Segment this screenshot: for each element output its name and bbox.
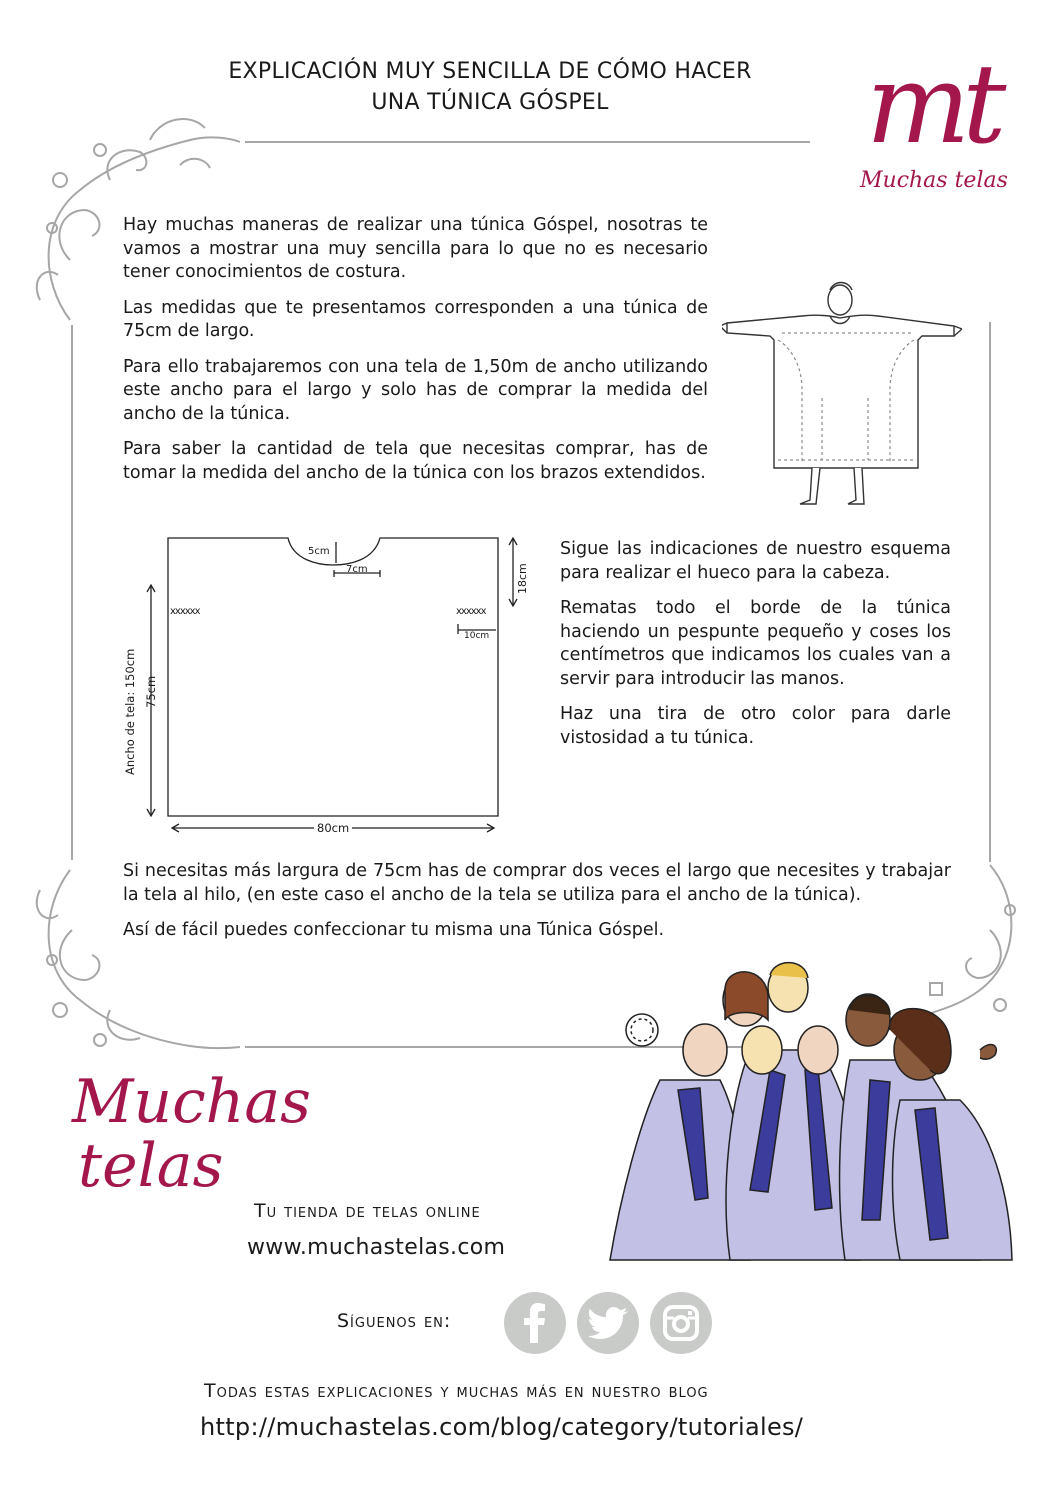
facebook-icon[interactable] [504,1292,566,1354]
intro-paragraph-3: Para ello trabajaremos con una tela de 1,50m de ancho utilizando este ancho para el largo y solo has de comprar la medida del ancho de la túnica. [123,356,708,424]
tunic-figure-illustration [722,278,962,510]
side-paragraph-3: Haz una tira de otro color para darle vistosidad a tu túnica. [560,704,951,748]
stitches-left: xxxxxx [170,606,200,617]
sleeve-offset-label: 10cm [464,631,490,641]
tagline: Tu tienda de telas online [254,1200,481,1222]
closing-text [123,860,951,955]
logo-name: Muchas telas [860,168,1008,193]
intro-text [123,214,708,497]
width-label: 80cm [314,821,352,835]
neck-depth-label: 5cm [308,546,330,557]
neck-width-label: 7cm [346,564,368,575]
pattern-diagram [118,530,548,840]
facebook-glyph [520,1303,550,1343]
footer-brand [72,1067,311,1201]
gospel-choir-illustration [600,960,1020,1280]
footer-brand-line-2: telas [78,1131,224,1201]
intro-paragraph-1: Hay muchas maneras de realizar una túnica Góspel, nosotras te vamos a mostrar una muy sencilla para lo que no es necesario tener conocimientos de costura. [123,215,708,282]
footer-brand-line-1: Muchas [72,1067,311,1137]
pattern-diagram-drawing [118,530,548,840]
side-paragraph-2: Rematas todo el borde de la túnica haciendo un pespunte pequeño y coses los centímetros que indicamos los cuales van a servir para introducir las manos. [560,598,951,689]
twitter-icon[interactable] [577,1292,639,1354]
blog-url-link[interactable]: http://muchastelas.com/blog/category/tutoriales/ [200,1413,804,1441]
website-link[interactable]: www.muchastelas.com [247,1235,506,1260]
closing-paragraph-2: Así de fácil puedes confeccionar tu misma una Túnica Góspel. [123,920,665,940]
length-label: 75cm [144,675,158,708]
title-line-2: UNA TÚNICA GÓSPEL [371,90,609,115]
side-paragraph-1: Sigue las indicaciones de nuestro esquema para realizar el hueco para la cabeza. [560,539,951,583]
closing-paragraph-1: Si necesitas más largura de 75cm has de comprar dos veces el largo que necesites y trabajar la tela al hilo, (en este caso el ancho de la tela se utiliza para el ancho de la túnica). [123,861,951,905]
instagram-glyph [663,1305,699,1341]
fabric-width-label: Ancho de tela: 150cm [123,648,137,775]
shoulder-depth-label: 18cm [516,563,529,594]
title-line-1: EXPLICACIÓN MUY SENCILLA DE CÓMO HACER [228,59,752,84]
instagram-icon[interactable] [650,1292,712,1354]
blog-text: Todas estas explicaciones y muchas más en nuestro blog [204,1380,709,1402]
twitter-glyph [588,1307,628,1339]
intro-paragraph-4: Para saber la cantidad de tela que necesitas comprar, has de tomar la medida del ancho de la túnica con los brazos extendidos. [123,439,708,483]
stitches-right: xxxxxx [456,606,486,617]
page-title [140,56,840,118]
instructions-text [560,538,951,762]
intro-paragraph-2: Las medidas que te presentamos corresponden a una túnica de 75cm de largo. [123,297,708,341]
follow-label: Síguenos en: [337,1310,452,1332]
brand-logo [858,40,1008,202]
logo-monogram: mt [866,40,999,168]
